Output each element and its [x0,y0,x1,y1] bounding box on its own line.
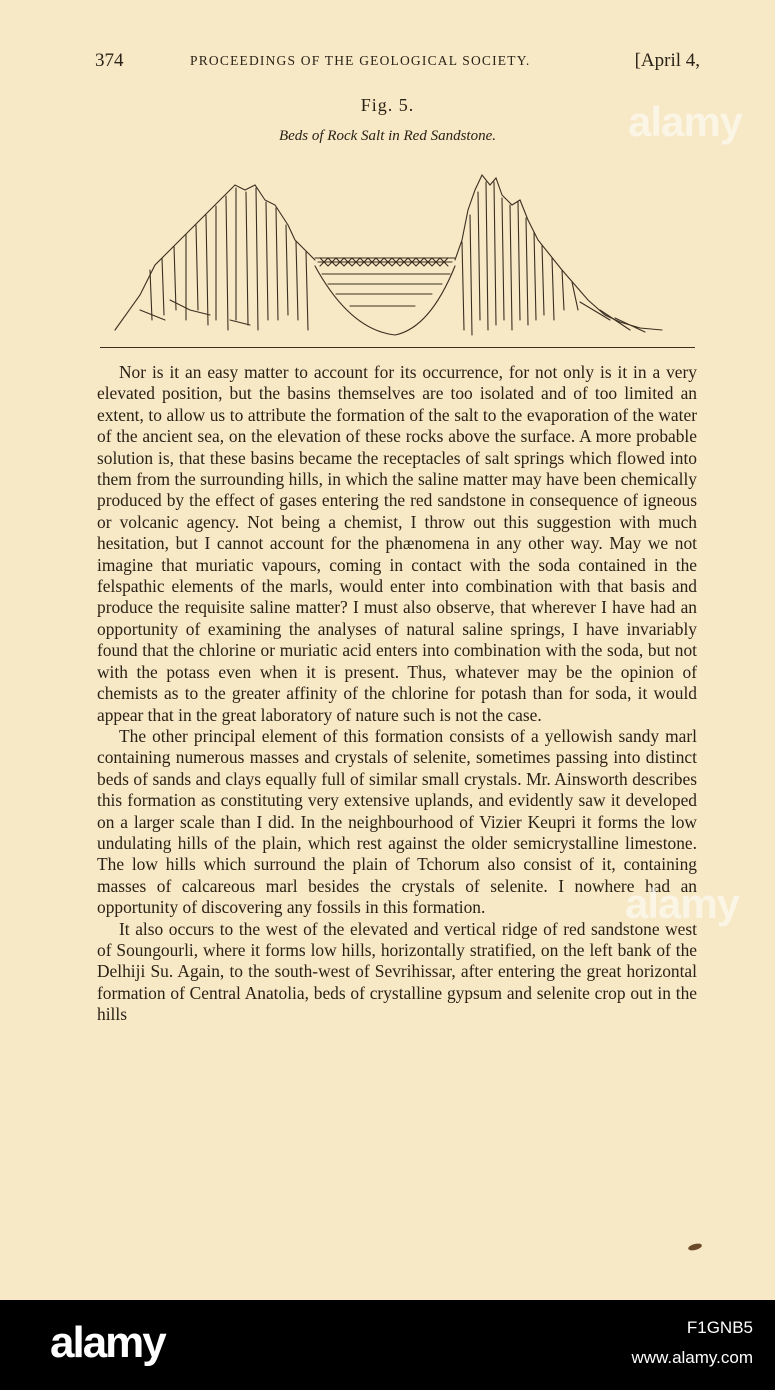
running-head: PROCEEDINGS OF THE GEOLOGICAL SOCIETY. [190,53,531,68]
ink-spot [687,1242,702,1251]
watermark-overlay: alamy [625,880,740,927]
alamy-logo: alamy [50,1318,165,1367]
header-date: [April 4, [634,50,700,71]
page-header [95,50,700,74]
body-text [97,362,697,1026]
figure-caption: Beds of Rock Salt in Red Sandstone. [278,128,497,144]
stock-photo-footer [0,1300,775,1390]
figure-label: Fig. 5. [360,95,415,115]
watermark-overlay: alamy [628,98,743,145]
figure-divider-rule [100,347,695,348]
site-url: www.alamy.com [631,1348,753,1367]
paragraph-3: It also occurs to the west of the elevated and vertical ridge of red sandstone west of Soungourli, where it forms low hills, horizontally stratified, on the left bank of the Delhiji Su. Again, to the south-west of Sevrihissar, after entering the great horizontal formation of Central Anatolia, beds of crystalline gypsum and selenite crop out in the hills [97,918,697,1025]
image-id: F1GNB5 [686,1318,753,1337]
paragraph-1: Nor is it an easy matter to account for its occurrence, for not only is it in a very elevated position, but the basins themselves are too isolated and of too limited an extent, to allow us to attribute the formation of the salt to the evaporation of the water of the ancient sea, on the elevation of these rocks above the surface. A more probable solution is, that these basins became the receptacles of salt springs which flowed into them from the surrounding hills, in which the saline matter may have been chemically produced by the effect of gases entering the red sandstone in consequence of igneous or volcanic agency. Not being a chemist, I throw out this suggestion with much hesitation, but I cannot account for the phænomena in any other way. May we not imagine that muriatic vapours, coming in contact with the soda contained in the felspathic elements of the marls, would enter into combination with that basis and produce the requisite saline matter? I must also observe, that wherever I have had an opportunity of examining the analyses of natural saline springs, I have invariably found that the chlorine or muriatic acid enters into combination with the soda, but not with the potass even when it is present. Thus, whatever may be the opinion of chemists as to the greater affinity of the chlorine for potash than for soda, it would appear that in the great laboratory of nature such is not the case. [97,362,697,725]
page-number: 374 [95,50,124,71]
paragraph-2: The other principal element of this formation consists of a yellowish sandy marl containing numerous masses and crystals of selenite, sometimes passing into distinct beds of sands and clays equally full of similar small crystals. Mr. Ainsworth describes this formation as constituting very extensive uplands, and evidently saw it developed on a larger scale than I did. In the neighbourhood of Vizier Keupri it forms the low undulating hills of the plain, which rest against the older semicrystalline limestone. The low hills which surround the plain of Tchorum also consist of it, containing masses of calcareous marl besides the crystals of selenite. I nowhere had an opportunity of discovering any fossils in this formation. [97,725,697,918]
rock-salt-cross-section-illustration [110,170,670,345]
